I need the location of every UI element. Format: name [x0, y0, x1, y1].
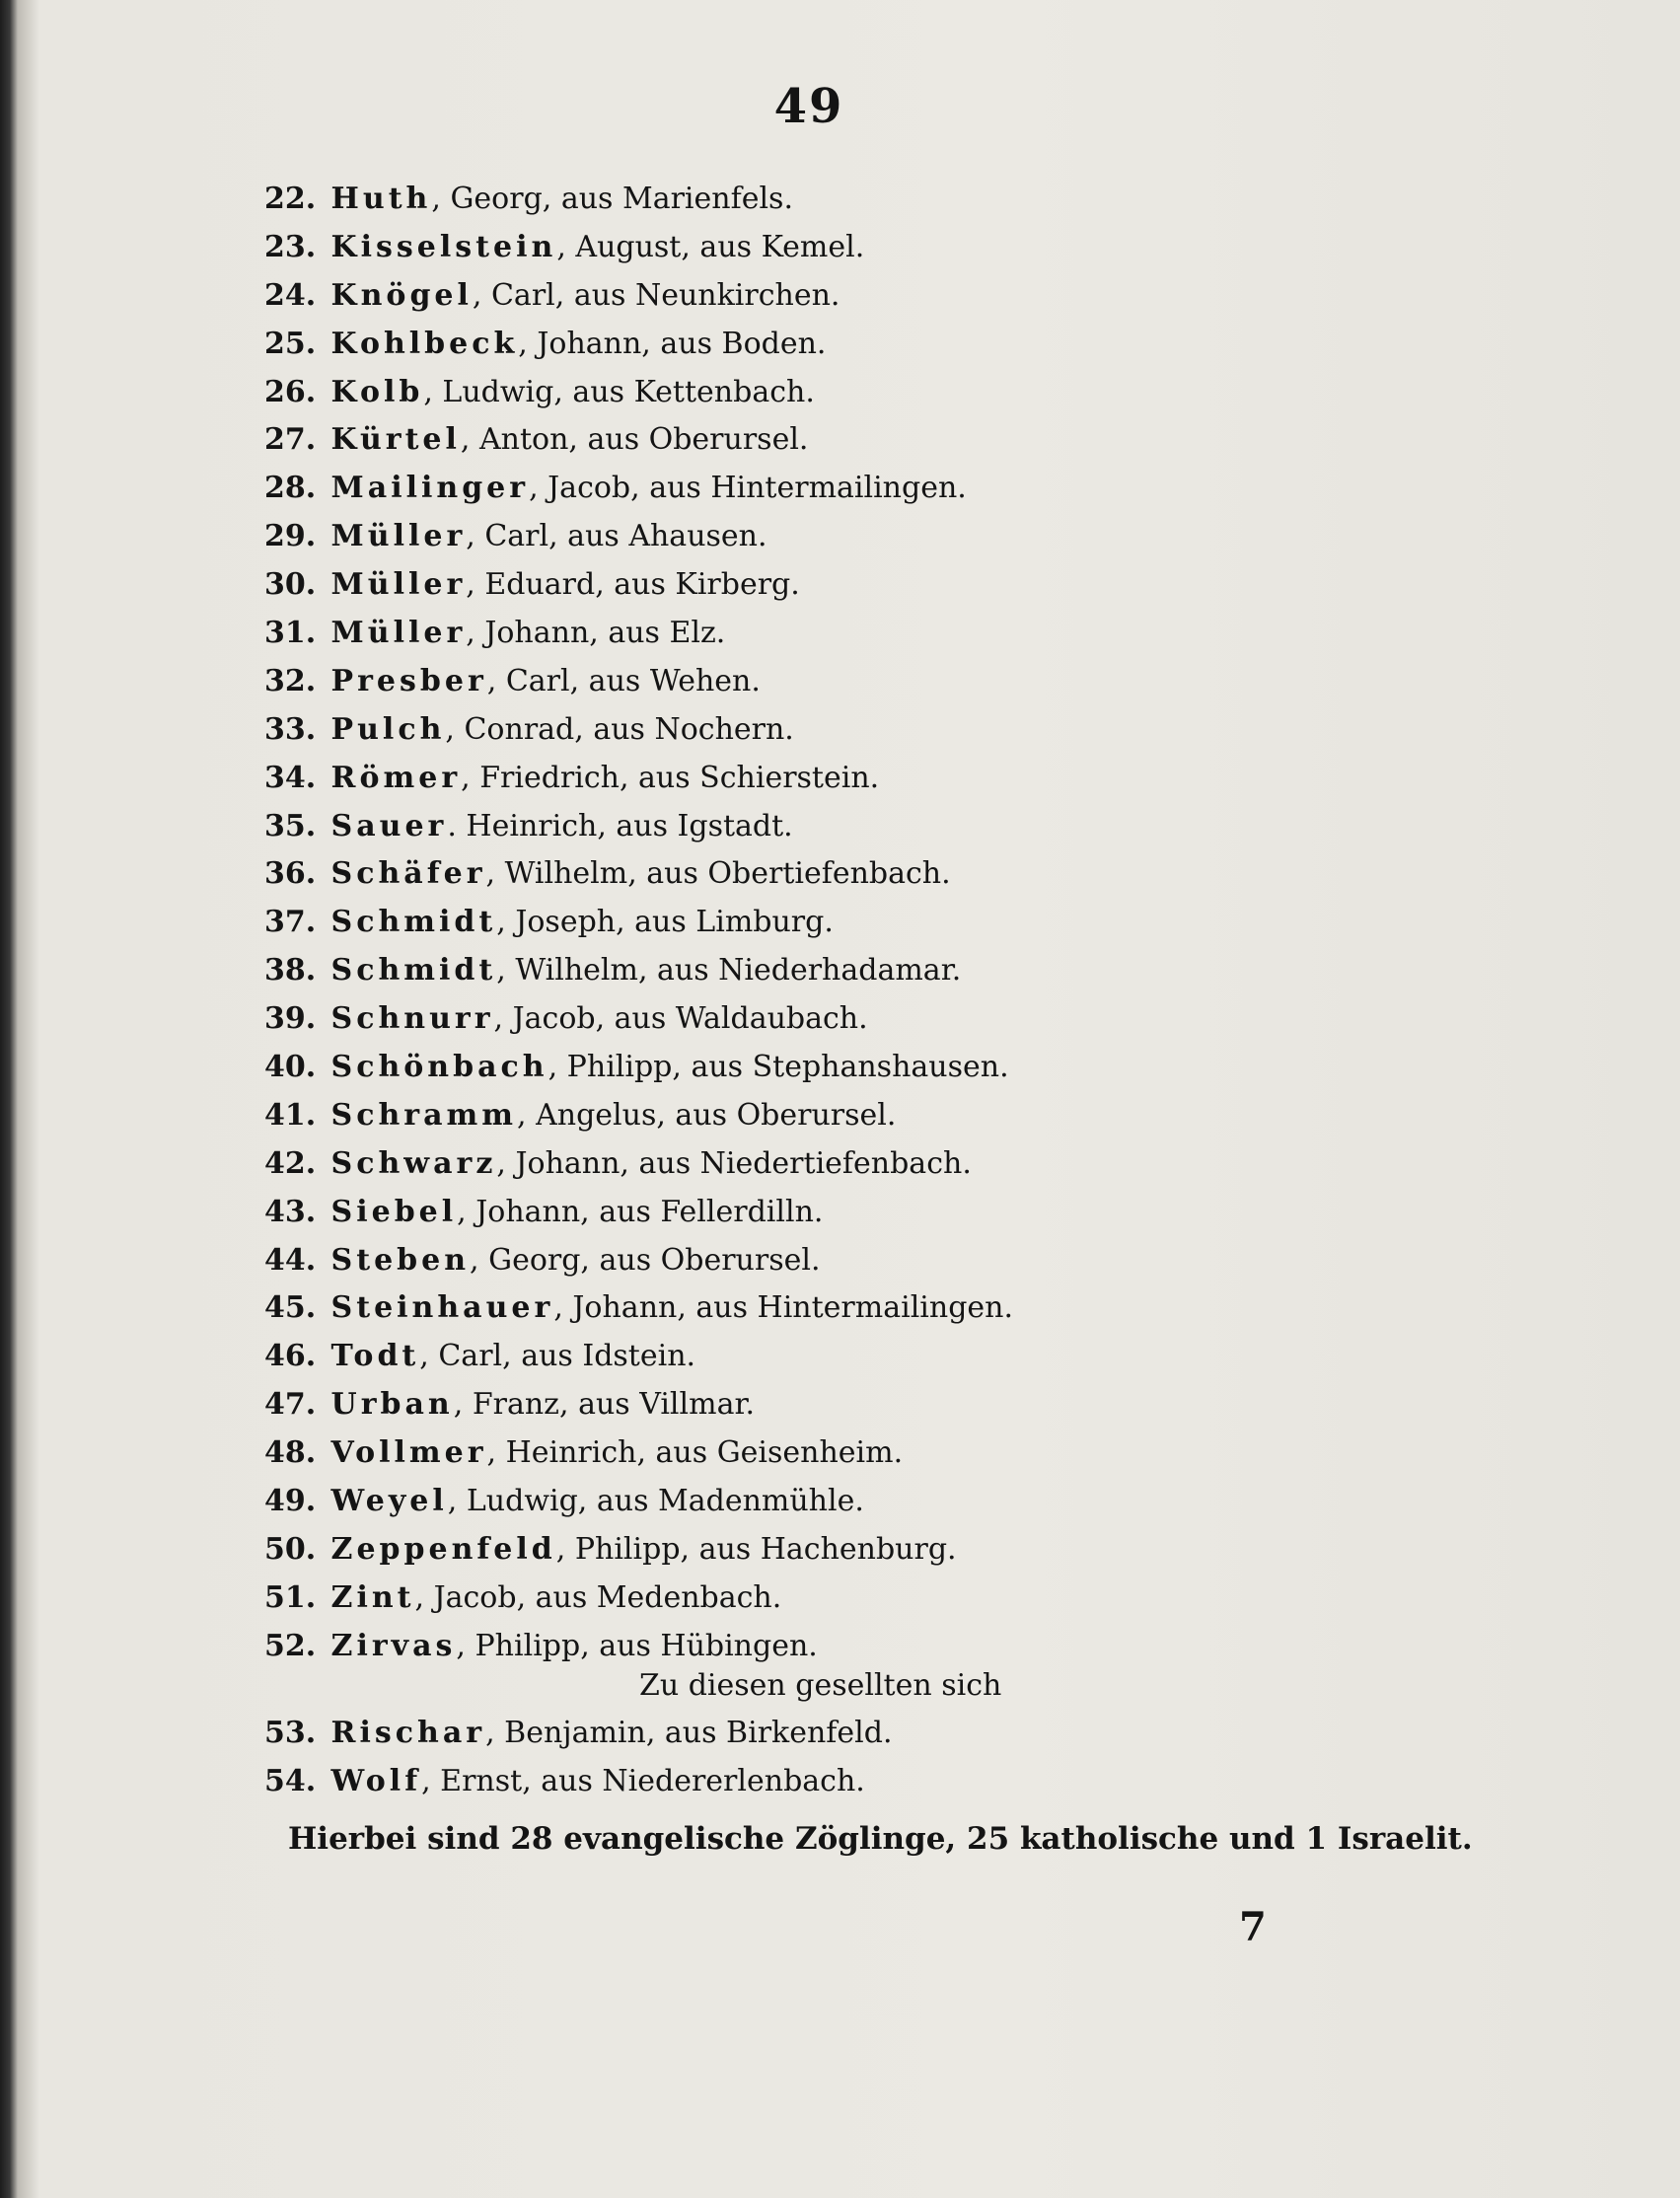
- list-item: [264, 706, 1399, 755]
- entry-details: , Philipp, aus Hachenburg.: [555, 1531, 957, 1567]
- entry-details: , Johann, aus Niedertiefenbach.: [496, 1145, 972, 1181]
- list-item: [264, 1575, 1399, 1623]
- entry-number: 41.: [264, 1097, 317, 1133]
- entry-details: , Benjamin, aus Birkenfeld.: [485, 1716, 893, 1750]
- entry-number: 27.: [264, 422, 317, 458]
- entry-details: , Eduard, aus Kirberg.: [466, 567, 800, 603]
- entry-number: 25.: [264, 326, 317, 361]
- entry-number: 22.: [264, 182, 317, 216]
- entry-surname: Müller: [330, 616, 467, 651]
- entry-details: , Johann, aus Fellerdilln.: [457, 1194, 824, 1229]
- entry-details: , Carl, aus Wehen.: [486, 663, 761, 698]
- entry-surname: Todt: [330, 1339, 420, 1374]
- list-item: [264, 416, 1399, 465]
- list-item: [264, 899, 1399, 947]
- entry-details: , Johann, aus Boden.: [518, 326, 827, 361]
- entry-details: , Ernst, aus Niedererlenbach.: [421, 1763, 865, 1798]
- entry-number: 34.: [264, 760, 317, 795]
- entry-surname: Urban: [330, 1387, 454, 1423]
- list-item: [264, 513, 1399, 561]
- additional-student-list: [264, 1710, 1399, 1806]
- entry-number: 37.: [264, 905, 317, 940]
- entry-surname: Schwarz: [330, 1145, 497, 1181]
- entry-number: 35.: [264, 808, 317, 843]
- summary-line: Hierbei sind 28 evangelische Zöglinge, 25 katholische und 1 Israelit.: [288, 1821, 1473, 1857]
- entry-details: , Jacob, aus Medenbach.: [414, 1579, 782, 1615]
- entry-details: , Heinrich, aus Geisenheim.: [486, 1435, 904, 1471]
- entry-number: 33.: [264, 711, 317, 747]
- entry-surname: Kürtel: [330, 422, 461, 458]
- entry-surname: Zirvas: [330, 1628, 457, 1663]
- list-item: [264, 224, 1399, 272]
- entry-surname: Schramm: [330, 1097, 518, 1133]
- list-item: [264, 369, 1399, 417]
- entry-number: 45.: [264, 1290, 317, 1326]
- student-list: [264, 176, 1399, 1671]
- entry-number: 42.: [264, 1145, 317, 1181]
- list-item: [264, 1044, 1399, 1092]
- entry-surname: Steben: [330, 1242, 471, 1278]
- entry-details: , August, aus Kemel.: [556, 229, 865, 264]
- entry-number: 30.: [264, 567, 317, 603]
- entry-details: , Georg, aus Marienfels.: [431, 182, 793, 216]
- entry-number: 38.: [264, 953, 317, 989]
- list-item: [264, 658, 1399, 706]
- entry-number: 48.: [264, 1435, 317, 1471]
- entry-number: 50.: [264, 1531, 317, 1567]
- entry-number: 54.: [264, 1763, 317, 1798]
- entry-details: , Anton, aus Oberursel.: [460, 422, 809, 458]
- entry-surname: Müller: [330, 519, 467, 554]
- entry-number: 43.: [264, 1194, 317, 1229]
- list-item: [264, 755, 1399, 803]
- entry-surname: Siebel: [330, 1194, 458, 1229]
- entry-number: 24.: [264, 277, 317, 313]
- list-item: [264, 321, 1399, 369]
- entry-surname: Rischar: [330, 1716, 486, 1750]
- entry-surname: Knögel: [330, 277, 473, 313]
- list-item: [264, 610, 1399, 658]
- entry-surname: Zint: [330, 1579, 415, 1615]
- list-item: [264, 1429, 1399, 1478]
- entry-details: , Wilhelm, aus Niederhadamar.: [496, 953, 962, 989]
- entry-number: 46.: [264, 1339, 317, 1374]
- list-item: [264, 1284, 1399, 1333]
- entry-surname: Kohlbeck: [330, 326, 519, 361]
- entry-surname: Weyel: [330, 1484, 448, 1519]
- entry-details: , Jacob, aus Waldaubach.: [493, 1001, 868, 1037]
- entry-surname: Schnurr: [330, 1001, 494, 1037]
- entry-number: 32.: [264, 663, 317, 698]
- entry-surname: Schmidt: [330, 905, 497, 940]
- entry-surname: Schmidt: [330, 953, 497, 989]
- entry-details: , Johann, aus Elz.: [466, 616, 726, 651]
- entry-surname: Steinhauer: [330, 1290, 554, 1326]
- list-item: [264, 465, 1399, 513]
- signature-mark: 7: [1239, 1904, 1267, 1950]
- entry-surname: Sauer: [330, 808, 448, 843]
- entry-surname: Huth: [330, 182, 432, 216]
- entry-surname: Römer: [330, 760, 462, 795]
- list-item: [264, 561, 1399, 610]
- entry-number: 29.: [264, 519, 317, 554]
- entry-details: , Ludwig, aus Kettenbach.: [423, 374, 815, 409]
- list-item: [264, 803, 1399, 851]
- entry-details: , Carl, aus Neunkirchen.: [472, 277, 840, 313]
- entry-number: 49.: [264, 1484, 317, 1519]
- entry-details: , Johann, aus Hintermailingen.: [553, 1290, 1014, 1326]
- entry-details: , Conrad, aus Nochern.: [445, 711, 794, 747]
- list-item: [264, 1758, 1399, 1806]
- entry-number: 23.: [264, 229, 317, 264]
- entry-surname: Schönbach: [330, 1050, 548, 1085]
- entry-surname: Mailinger: [330, 471, 530, 506]
- entry-number: 51.: [264, 1579, 317, 1615]
- entry-details: , Friedrich, aus Schierstein.: [461, 760, 880, 795]
- entry-number: 53.: [264, 1716, 317, 1750]
- entry-surname: Kisselstein: [330, 229, 557, 264]
- entry-number: 52.: [264, 1628, 317, 1663]
- entry-surname: Pulch: [330, 711, 446, 747]
- entry-number: 36.: [264, 856, 317, 892]
- entry-details: , Philipp, aus Hübingen.: [456, 1628, 818, 1663]
- list-item: [264, 947, 1399, 995]
- entry-details: , Angelus, aus Oberursel.: [517, 1097, 897, 1133]
- entry-number: 40.: [264, 1050, 317, 1085]
- list-item: [264, 1140, 1399, 1189]
- list-item: [264, 176, 1399, 224]
- list-item: [264, 1710, 1399, 1758]
- entry-details: , Franz, aus Villmar.: [453, 1387, 756, 1423]
- entry-details: , Carl, aus Idstein.: [419, 1339, 696, 1374]
- entry-number: 31.: [264, 616, 317, 651]
- entry-details: , Joseph, aus Limburg.: [496, 905, 834, 940]
- entry-number: 26.: [264, 374, 317, 409]
- entry-number: 47.: [264, 1387, 317, 1423]
- entry-details: , Wilhelm, aus Obertiefenbach.: [485, 856, 951, 892]
- entry-number: 39.: [264, 1001, 317, 1037]
- entry-details: , Ludwig, aus Madenmühle.: [447, 1484, 864, 1519]
- entry-surname: Kolb: [330, 374, 424, 409]
- entry-surname: Presber: [330, 663, 487, 698]
- list-item: [264, 1092, 1399, 1140]
- entry-number: 28.: [264, 471, 317, 506]
- list-item: [264, 1189, 1399, 1237]
- list-item: [264, 1237, 1399, 1285]
- list-item: [264, 1333, 1399, 1381]
- joined-heading: Zu diesen gesellten sich: [639, 1668, 1002, 1703]
- entry-surname: Wolf: [330, 1763, 422, 1798]
- entry-surname: Schäfer: [330, 856, 486, 892]
- entry-details: , Carl, aus Ahausen.: [466, 519, 767, 554]
- list-item: [264, 1381, 1399, 1429]
- list-item: [264, 272, 1399, 321]
- entry-surname: Vollmer: [330, 1435, 487, 1471]
- page-number: 49: [773, 79, 844, 134]
- entry-details: , Philipp, aus Stephanshausen.: [548, 1050, 1009, 1085]
- entry-number: 44.: [264, 1242, 317, 1278]
- entry-details: . Heinrich, aus Igstadt.: [447, 808, 793, 843]
- entry-details: , Georg, aus Oberursel.: [470, 1242, 821, 1278]
- list-item: [264, 850, 1399, 899]
- list-item: [264, 995, 1399, 1044]
- list-item: [264, 1478, 1399, 1526]
- entry-details: , Jacob, aus Hintermailingen.: [529, 471, 967, 506]
- entry-surname: Müller: [330, 567, 467, 603]
- entry-surname: Zeppenfeld: [330, 1531, 556, 1567]
- list-item: [264, 1526, 1399, 1575]
